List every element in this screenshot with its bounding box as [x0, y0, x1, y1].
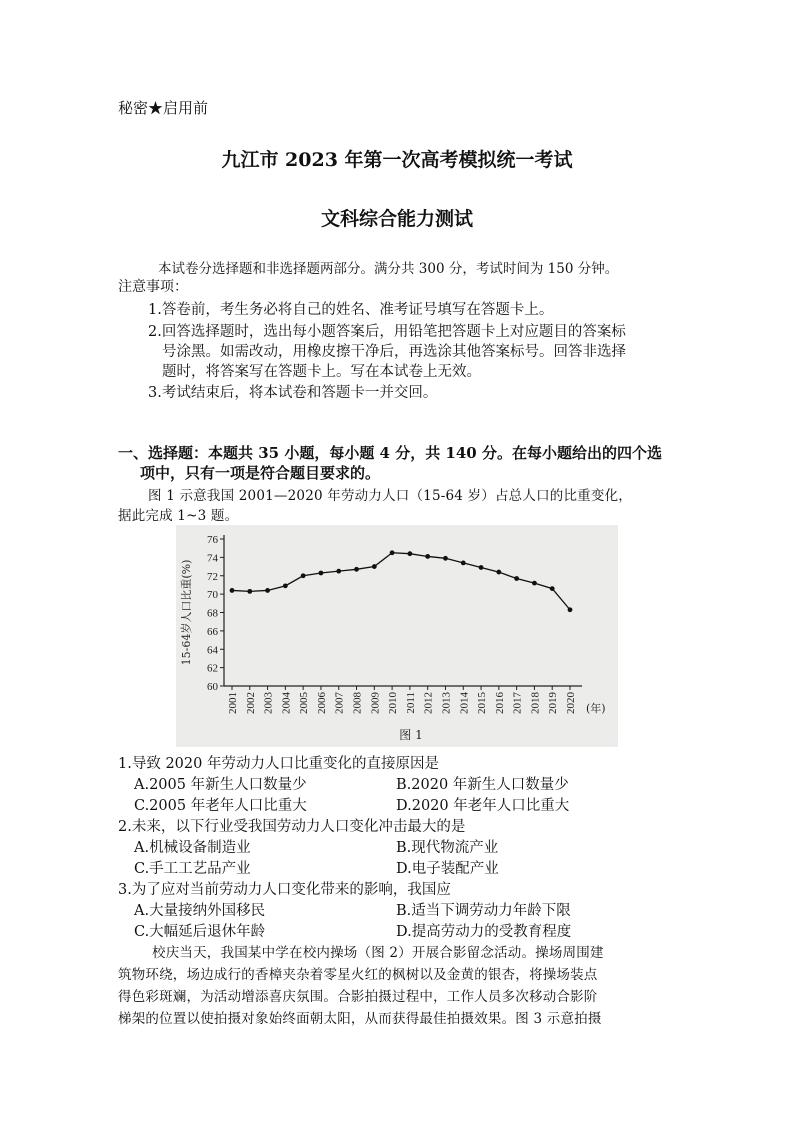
x-tick-label: 2002 — [244, 692, 257, 714]
question-3-option-a: A.大量接纳外国移民 — [134, 903, 266, 919]
question-1-stem: 1.导致 2020 年劳动力人口比重变化的直接原因是 — [118, 756, 439, 772]
x-tick-label: 2020 — [565, 692, 577, 714]
y-axis-label: 15-64岁人口比重(%) — [180, 559, 193, 666]
question-2-option-b: B.现代物流产业 — [396, 840, 499, 856]
y-tick-label: 72 — [207, 570, 218, 583]
data-point — [496, 570, 501, 575]
data-point — [479, 565, 484, 570]
data-point — [354, 567, 359, 572]
x-tick-label: 2017 — [511, 692, 524, 714]
passage-line-1: 校庆当天，我国某中学在校内操场（图 2）开展合影留念活动。操场周围建 — [152, 945, 604, 961]
figure-1-chart — [176, 525, 618, 747]
notice-label: 注意事项： — [118, 279, 188, 295]
data-point — [461, 560, 466, 565]
x-tick-label: 2006 — [315, 692, 328, 714]
question-2-option-c: C.手工工艺品产业 — [134, 861, 251, 877]
data-point — [283, 583, 288, 588]
question-3-stem: 3.为了应对当前劳动力人口变化带来的影响，我国应 — [118, 882, 451, 898]
notice-item-2-line-2: 号涂黑。如需改动，用橡皮擦干净后，再选涂其他答案标号。回答非选择 — [162, 344, 626, 360]
confidential-label: 秘密★启用前 — [118, 99, 209, 117]
question-1-option-b: B.2020 年新生人口数量少 — [396, 777, 569, 793]
x-tick-label: 2004 — [280, 692, 293, 714]
data-point — [265, 588, 270, 593]
question-3-option-d: D.提高劳动力的受教育程度 — [396, 924, 572, 940]
passage-line-3: 得色彩斑斓，为活动增添喜庆氛围。合影拍摄过程中，工作人员多次移动合影阶 — [118, 989, 598, 1005]
y-tick-label: 66 — [207, 625, 218, 638]
question-3-option-c: C.大幅延后退休年龄 — [134, 924, 266, 940]
data-point — [372, 564, 377, 569]
x-tick-label: 2015 — [476, 692, 489, 714]
y-tick-label: 64 — [207, 644, 218, 657]
question-1-option-a: A.2005 年新生人口数量少 — [134, 777, 307, 793]
x-tick-label: 2009 — [369, 692, 382, 714]
data-point — [390, 550, 395, 555]
data-point — [407, 551, 412, 556]
data-point — [443, 556, 448, 561]
question-stem-line-2: 据此完成 1~3 题。 — [118, 508, 239, 524]
figure-caption: 图 1 — [399, 728, 423, 742]
x-tick-label: 2016 — [493, 692, 506, 714]
data-point — [532, 581, 537, 586]
notice-item-2-line-3: 题时，将答案写在答题卡上。写在本试卷上无效。 — [162, 364, 481, 380]
question-3-option-b: B.适当下调劳动力年龄下限 — [396, 903, 571, 919]
data-point — [301, 573, 306, 578]
question-stem-line-1: 图 1 示意我国 2001—2020 年劳动力人口（15-64 岁）占总人口的比重变化， — [148, 488, 632, 504]
x-tick-label: 2005 — [298, 692, 311, 714]
y-tick-label: 60 — [207, 681, 218, 693]
x-tick-label: 2012 — [422, 692, 435, 714]
passage-line-4: 梯架的位置以使拍摄对象始终面朝太阳，从而获得最佳拍摄效果。图 3 示意拍摄 — [118, 1011, 602, 1027]
x-tick-label: 2007 — [333, 692, 346, 714]
series-line — [232, 553, 570, 610]
question-2-stem: 2.未来，以下行业受我国劳动力人口变化冲击最大的是 — [118, 819, 466, 835]
data-point — [514, 576, 519, 581]
question-2-option-d: D.电子装配产业 — [396, 861, 499, 877]
data-point — [336, 569, 341, 574]
section-heading-line-1: 一、选择题：本题共 35 小题，每小题 4 分，共 140 分。在每小题给出的四个选 — [118, 444, 662, 462]
y-tick-label: 74 — [207, 552, 218, 565]
x-tick-label: 2001 — [227, 692, 239, 714]
x-tick-label: 2014 — [458, 692, 471, 714]
notice-item-1: 1.答卷前，考生务必将自己的姓名、准考证号填写在答题卡上。 — [148, 302, 554, 318]
question-1-option-d: D.2020 年老年人口比重大 — [396, 798, 570, 814]
notice-item-3: 3.考试结束后，将本试卷和答题卡一并交回。 — [148, 385, 438, 401]
notice-item-2-line-1: 2.回答选择题时，选出每小题答案后，用铅笔把答题卡上对应题目的答案标 — [148, 324, 626, 340]
data-point — [550, 586, 555, 591]
line-chart — [176, 525, 618, 747]
y-tick-label: 62 — [207, 662, 218, 675]
data-point — [568, 607, 573, 612]
section-heading-line-2: 项中，只有一项是符合题目要求的。 — [140, 464, 381, 482]
y-tick-label: 76 — [207, 534, 218, 546]
x-tick-label: 2010 — [387, 692, 400, 714]
data-point — [319, 571, 324, 576]
question-1-option-c: C.2005 年老年人口比重大 — [134, 798, 307, 814]
x-axis-unit: (年) — [586, 702, 606, 715]
x-tick-label: 2011 — [404, 692, 417, 714]
x-tick-label: 2018 — [529, 692, 542, 714]
data-point — [247, 589, 252, 594]
exam-intro: 本试卷分选择题和非选择题两部分。满分共 300 分，考试时间为 150 分钟。 — [158, 261, 619, 277]
x-tick-label: 2013 — [440, 692, 453, 714]
exam-subtitle: 文科综合能力测试 — [320, 208, 473, 230]
question-2-option-a: A.机械设备制造业 — [134, 840, 251, 856]
data-point — [425, 554, 430, 559]
x-tick-label: 2003 — [262, 692, 275, 714]
y-tick-label: 68 — [207, 607, 218, 620]
y-tick-label: 70 — [207, 589, 218, 602]
x-tick-label: 2008 — [351, 692, 364, 714]
x-tick-label: 2019 — [547, 692, 560, 714]
passage-line-2: 筑物环绕，场边成行的香樟夹杂着零星火红的枫树以及金黄的银杏，将操场装点 — [118, 967, 598, 983]
exam-title: 九江市 2023 年第一次高考模拟统一考试 — [221, 149, 573, 171]
data-point — [230, 588, 235, 593]
